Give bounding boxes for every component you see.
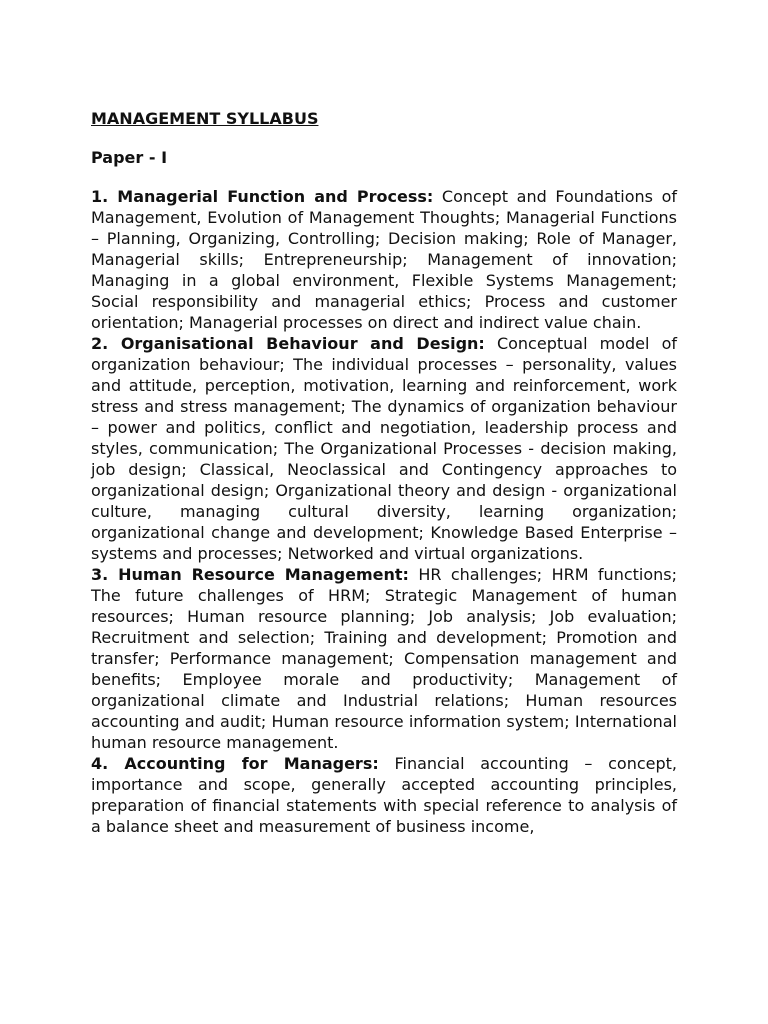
section-body: Concept and Foundations of Management, Evolution of Management Thoughts; Managerial Functions – Planning, Organizing, Controlling; Decision making; Role of Manager, Managerial skills; Entrepreneurship; Management of innovation; Managing in a global environment, Flexible Systems Management; Social responsibility and managerial ethics; Process and customer orientation; Managerial processes on direct and indirect value chain. (91, 187, 677, 332)
section-body: Financial accounting – concept, importance and scope, generally accepted accounting principles, preparation of financial statements with special reference to analysis of a balance sheet and measurement of business income, (91, 754, 678, 836)
section-heading: 2. Organisational Behaviour and Design: (91, 334, 485, 353)
paper-title: Paper - I (91, 148, 168, 167)
section-body: Conceptual model of organization behaviour; The individual processes – personality, values and attitude, perception, motivation, learning and reinforcement, work stress and stress management; The dynamics of organization behaviour – power and politics, conflict and negotiation, leadership process and styles, communication; The Organizational Processes - decision making, job design; Classical, Neoclassical and Contingency approaches to organizational design; Organizational theory and design - organizational culture, managing cultural diversity, learning organization; organizational change and development; Knowledge Based Enterprise – systems and processes; Networked and virtual organizations. (91, 334, 678, 563)
section-human-resource (91, 564, 677, 753)
section-heading: 1. Managerial Function and Process: (91, 187, 434, 206)
document-page (91, 108, 677, 837)
section-body: HR challenges; HRM functions; The future challenges of HRM; Strategic Management of human resources; Human resource planning; Job analysis; Job evaluation; Recruitment and selection; Training and development; Promotion and transfer; Performance management; Compensation management and benefits; Employee morale and productivity; Management of organizational climate and Industrial relations; Human resources accounting and audit; Human resource information system; International human resource management. (91, 565, 678, 752)
section-heading: 3. Human Resource Management: (91, 565, 409, 584)
section-accounting (91, 753, 677, 837)
section-heading: 4. Accounting for Managers: (91, 754, 379, 773)
section-organisational-behaviour (91, 333, 677, 564)
document-title: MANAGEMENT SYLLABUS (91, 109, 319, 128)
section-managerial-function (91, 186, 677, 333)
